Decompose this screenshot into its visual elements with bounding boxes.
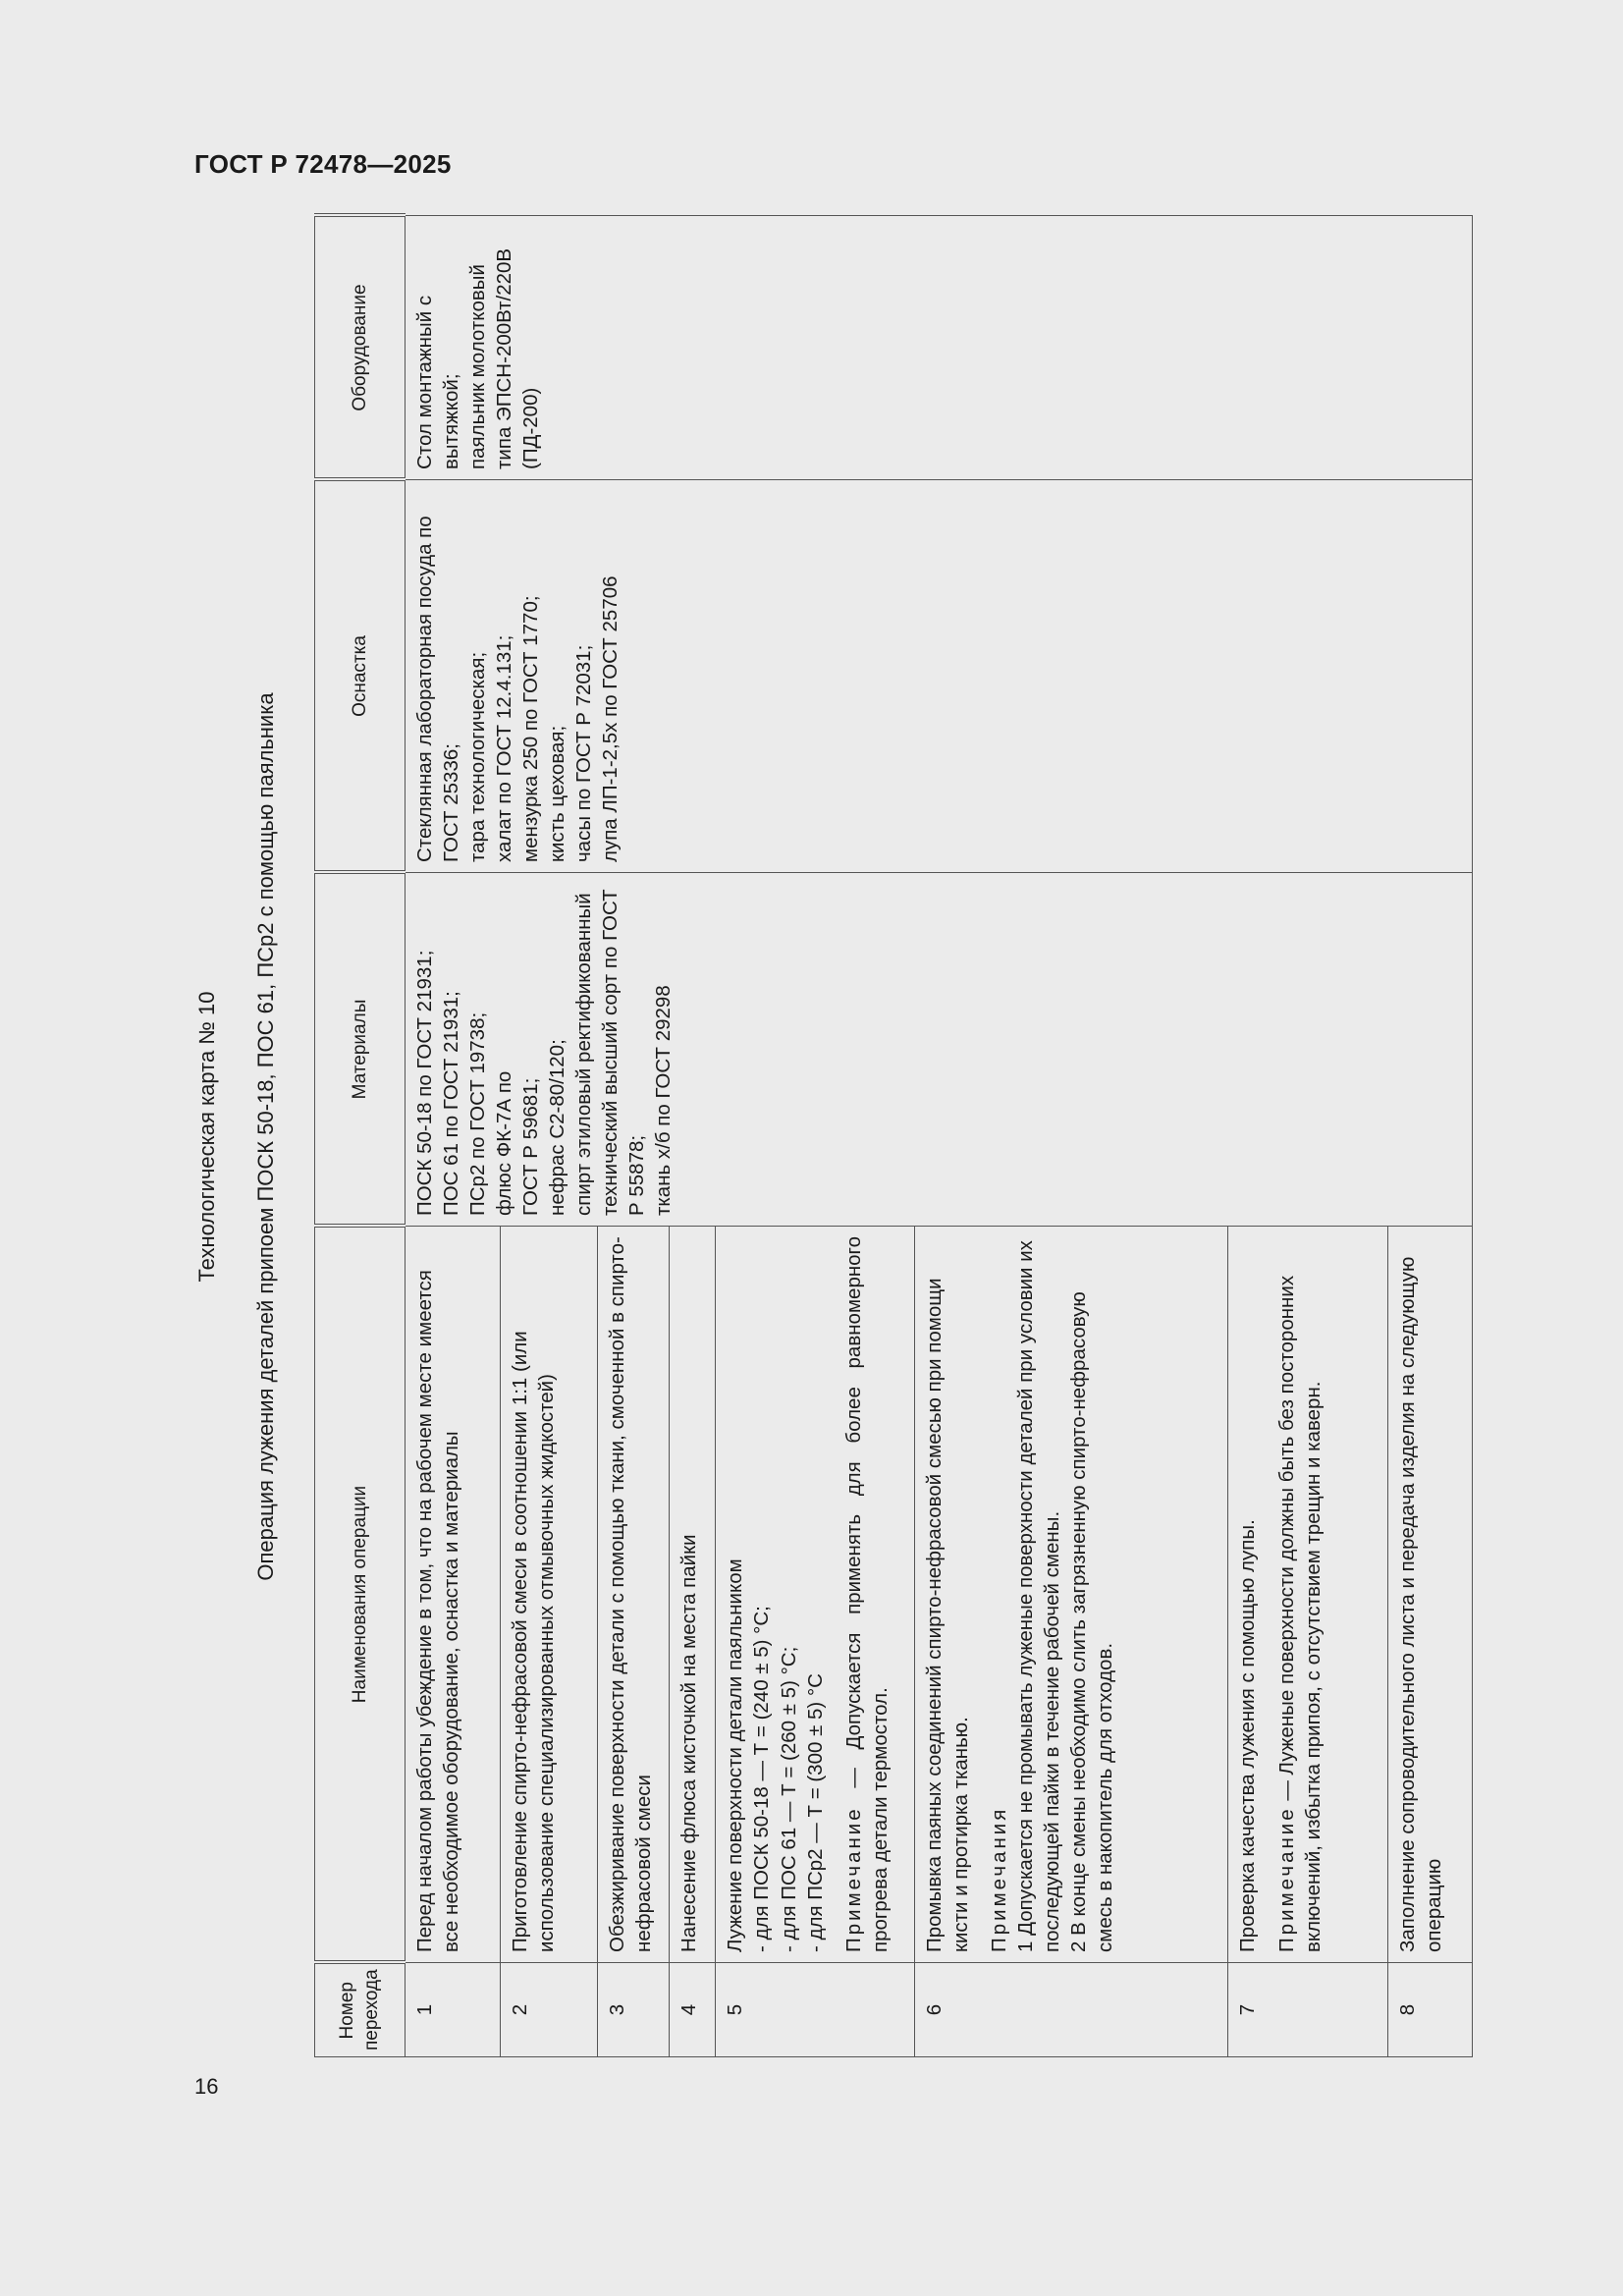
note xyxy=(1273,1236,1326,1952)
operation-text: Нанесение флюса кисточкой на места пайки xyxy=(669,1227,716,1963)
operation-line: Промывка паяных соединений спирто-нефрасовой смесью при помощи кисти и протирка тканью. xyxy=(922,1278,972,1952)
notes-label: Примечания xyxy=(987,1806,1010,1952)
note-item: 2 В конце смены необходимо слить загрязненную спирто-нефрасовую смесь в накопитель для отходов. xyxy=(1066,1291,1116,1952)
column-header: Номер перехода xyxy=(315,1963,406,2057)
step-number: 4 xyxy=(669,1963,716,2057)
note-text: — Луженые поверхности должны быть без посторонних включений, избытка припоя, с отсутствием трещин и каверн. xyxy=(1274,1275,1325,1952)
note-item: 1 Допускается не промывать луженые поверхности деталей при условии их последующей пайки в течение рабочей смены. xyxy=(1013,1240,1063,1952)
operation-text xyxy=(1228,1227,1387,1963)
note-label: Примечание xyxy=(841,1806,865,1952)
tooling-item: кисть цеховая; xyxy=(546,725,569,862)
step-number: 3 xyxy=(598,1963,669,2057)
material-item: ГОСТ Р 59681; xyxy=(519,1077,542,1216)
equipment-cell xyxy=(405,216,1472,480)
column-header: Оснастка xyxy=(315,480,406,873)
equipment-item: Стол монтажный с вытяжкой; xyxy=(412,295,462,469)
rotated-card xyxy=(187,216,1483,2057)
material-item: нефрас С2-80/120; xyxy=(546,1039,569,1216)
tooling-item: мензурка 250 по ГОСТ 1770; xyxy=(519,595,542,862)
column-header: Наименования операции xyxy=(315,1227,406,1963)
step-number: 1 xyxy=(405,1963,500,2057)
document-code: ГОСТ Р 72478—2025 xyxy=(194,149,452,179)
column-header: Оборудование xyxy=(315,216,406,480)
table-header-row xyxy=(315,216,406,2057)
tooling-item: лупа ЛП-1-2,5х по ГОСТ 25706 xyxy=(599,575,622,862)
operation-line: - для ПСр2 — Т = (300 ± 5) °С xyxy=(803,1673,827,1952)
tooling-item: часы по ГОСТ Р 72031; xyxy=(572,644,596,862)
page-number: 16 xyxy=(194,2074,219,2099)
step-number: 5 xyxy=(716,1963,914,2057)
equipment-item: паяльник молотковый типа ЭПСН-200Вт/220В (ПД-200) xyxy=(465,247,542,469)
material-item: флюс ФК-7А по xyxy=(492,1070,515,1216)
material-item: ПОСК 50-18 по ГОСТ 21931; xyxy=(412,950,436,1216)
note-label: Примечание xyxy=(1274,1806,1298,1952)
note xyxy=(840,1236,893,1952)
tech-card-table xyxy=(314,214,1473,2058)
material-item: ПСр2 по ГОСТ 19738; xyxy=(465,1011,489,1216)
operation-text: Приготовление спирто-нефрасовой смеси в соотношении 1:1 (или использование специализированных отмывочных жидкостей) xyxy=(501,1227,598,1963)
table-row xyxy=(405,216,500,2057)
card-title: Технологическая карта № 10 xyxy=(194,991,219,1283)
tooling-item: тара технологическая; xyxy=(465,651,489,862)
tooling-item: Стеклянная лабораторная посуда по ГОСТ 25336; xyxy=(412,516,462,862)
materials-cell xyxy=(405,873,1472,1227)
operation-line: Проверка качества лужения с помощью лупы. xyxy=(1236,1519,1260,1952)
step-number: 6 xyxy=(914,1963,1228,2057)
tooling-item: халат по ГОСТ 12.4.131; xyxy=(492,634,515,862)
operation-line: - для ПОСК 50-18 — Т = (240 ± 5) °С; xyxy=(750,1606,774,1952)
step-number: 7 xyxy=(1228,1963,1387,2057)
operation-text: Перед началом работы убеждение в том, что на рабочем месте имеется все необходимое оборудование, оснастка и материалы xyxy=(405,1227,500,1963)
operation-line: Лужение поверхности детали паяльником xyxy=(724,1558,747,1952)
step-number: 2 xyxy=(501,1963,598,2057)
operation-text xyxy=(914,1227,1228,1963)
note-text: — Допускается применять для более равномерного прогрева детали термостол. xyxy=(841,1236,892,1952)
card-subtitle: Операция лужения деталей припоем ПОСК 50-18, ПОС 61, ПСр2 с помощью паяльника xyxy=(253,692,278,1581)
operation-line: - для ПОС 61 — Т = (260 ± 5) °С; xyxy=(777,1646,800,1952)
material-item: ПОС 61 по ГОСТ 21931; xyxy=(439,991,462,1216)
step-number: 8 xyxy=(1387,1963,1473,2057)
material-item: спирт этиловый ректификованный технический высший сорт по ГОСТ Р 55878; xyxy=(572,889,649,1216)
column-header: Материалы xyxy=(315,873,406,1227)
material-item: ткань х/б по ГОСТ 29298 xyxy=(652,985,676,1216)
operation-text xyxy=(716,1227,914,1963)
operation-text: Обезжиривание поверхности детали с помощью ткани, смоченной в спирто-нефрасовой смеси xyxy=(598,1227,669,1963)
operation-text: Заполнение сопроводительного листа и передача изделия на следующую операцию xyxy=(1387,1227,1473,1963)
tooling-cell xyxy=(405,480,1472,873)
